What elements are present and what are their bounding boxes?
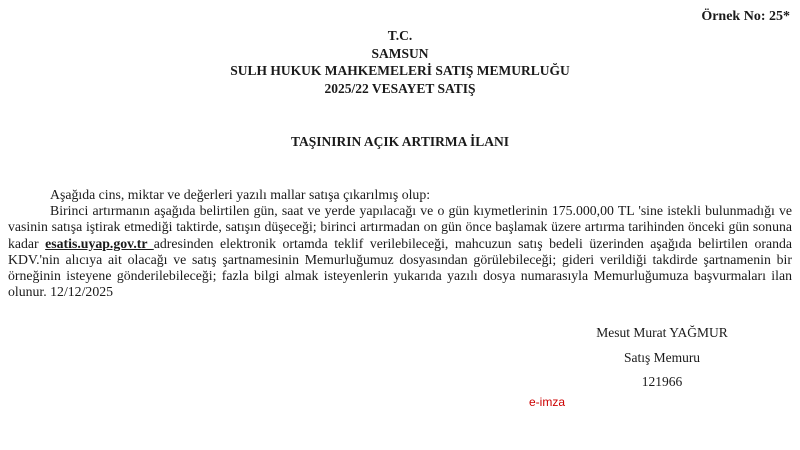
signer-title: Satış Memuru <box>623 349 701 365</box>
notice-title: TAŞINIRIN AÇIK ARTIRMA İLANI <box>291 134 509 149</box>
header-line-city: SAMSUN <box>371 45 429 61</box>
body-text-before-link: Birinci artırmanın aşağıda belirtilen gün, saat ve yerde yapılacağı ve o gün kıymetlerinin 175.000,00 TL 'sine istekli bulunmadığı ve vasinin satışa iştirak etmediği taktirde, satışın düşeceği; birinci artırmadan on gün önce başlamak üzere artırma tarihinden önceki gün sonuna kadar <box>8 203 792 251</box>
body-paragraph-main <box>8 203 792 300</box>
signer-name: Mesut Murat YAĞMUR <box>596 325 728 340</box>
e-signature-label: e-imza <box>529 395 566 409</box>
signature-block <box>572 321 752 395</box>
header-line-tc: T.C. <box>387 28 413 43</box>
signer-number: 121966 <box>641 374 683 389</box>
header-line-office: SULH HUKUK MAHKEMELERİ SATIŞ MEMURLUĞU <box>230 63 570 78</box>
document-header <box>0 27 800 97</box>
body-paragraph-intro: Aşağıda cins, miktar ve değerleri yazılı mallar satışa çıkarılmış olup: <box>50 187 431 202</box>
notice-body <box>8 187 792 300</box>
header-line-file-number: 2025/22 VESAYET SATIŞ <box>324 80 476 96</box>
form-number: Örnek No: 25* <box>701 9 790 24</box>
body-text-after-link: adresinden elektronik ortamda teklif verilebileceği, mahcuzun satış bedeli üzerinden aşağıda belirtilen oranda KDV.'nin alıcıya ait olacağı ve satış şartnamesinin Memurluğumuz dosyasından görülebileceği; gideri verildiği takdirde şartnamenin bir örneğinin isteyene gönderilebileceği; fazla bilgi almak isteyenlerin yukarıda yazılı dosya numarasıyla Memurluğumuza başvurmaları ilan olunur. 12/12/2025 <box>8 235 793 300</box>
esatis-link[interactable]: esatis.uyap.gov.tr <box>45 235 154 251</box>
